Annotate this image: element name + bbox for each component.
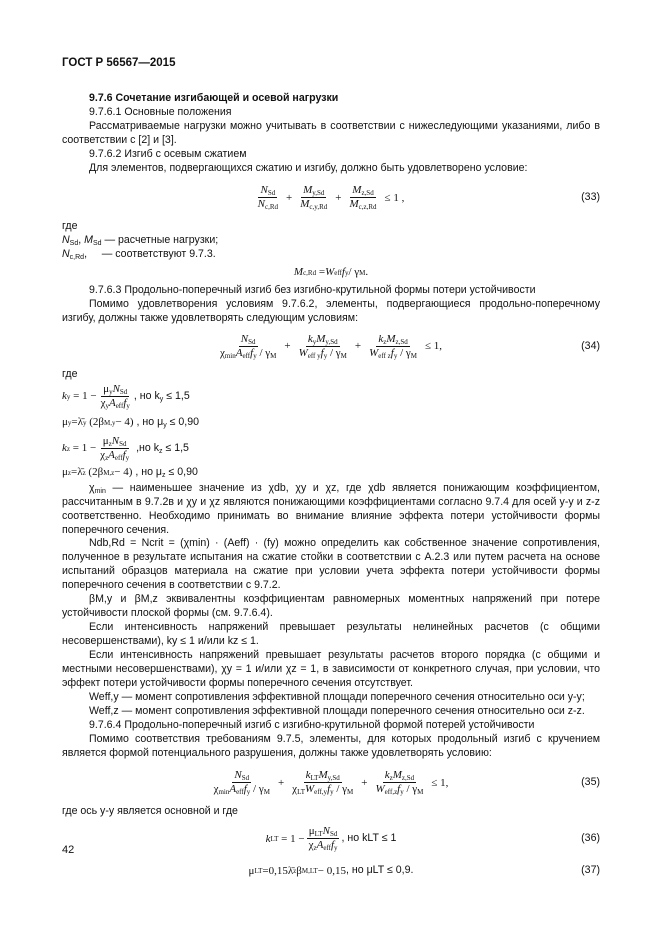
- definition-nsd: $N_{Sd}$, $M_{Sd}$ — расчетные нагрузки;: [62, 233, 219, 247]
- paragraph-nonlinear: Если интенсивность напряжений превышает результаты нелинейных расчетов (с общими несовершенствами), ky ≤ 1 и/или kz ≤ 1.: [62, 621, 600, 648]
- equation-mu-y: μ y =λ̄ y (2β M,y − 4) , но $\mu_y \le 0,90$: [62, 415, 200, 429]
- subsection-9-7-6-3: 9.7.6.3 Продольно-поперечный изгиб без изгибно-крутильной формы потери устойчивости: [89, 283, 536, 296]
- equation-mu-z: μ z =λ̄ z (2β M,z − 4) , но $\mu_z \le 0,90$: [62, 465, 198, 479]
- paragraph-torsion: Помимо соответствия требованиям 9.7.5, элементы, для которых продольный изгиб с кручением является формой потенциального разрушения, должны также удовлетворять условию:: [62, 733, 600, 759]
- equation-number-37: (37): [581, 863, 600, 876]
- paragraph-conditions-9-7-6-3: Помимо удовлетворения условиям 9.7.6.2, элементы, подвергающиеся продольно-поперечному изгибу, должны также удовлетворять следующим условиям:: [62, 297, 600, 324]
- definition-ncrd: $N_{c,Rd}$, — соответствуют 9.7.3.: [62, 247, 216, 261]
- definition-ndb: Ndb,Rd = Ncrit = (χmin) · (Aeff) · (fy) можно определить как собственное значение сопротивления, полученное в результате испытания на сжатие стойки в соответствии с А.2.3 или путем расчета на основе испытаний образцов материала на сжатие при условии учета эффекта потери устойчивости формы поперечного сечения в соответствии с 9.7.2.: [62, 537, 600, 592]
- equation-34: $\frac{N_{Sd}}{\chi_{min}A_{eff}f_y / \gamma_M}$ + $\frac{k_yM_{y,Sd}}{W_{eff y}f_y / \gamma_M}$ + $\frac{k_zM_{z,Sd}}{W_{eff z}f_y / \gamma_M}$ ≤ 1, (34): [219, 332, 600, 361]
- equation-37: μ LT =0,15λ̄ z β M,LT − 0,15 , но μLT ≤ 0,9. (37): [248, 863, 600, 877]
- equation-35: $\frac{N_{Sd}}{\chi_{min}A_{eff}f_y / \gamma_M}$ + $\frac{k_{LT}M_{y,Sd}}{\chi_{LT}W_{eff,y}f_y / \gamma_M}$ + $\frac{k_zM_{z,Sd}}{W_{eff,z}f_y / \gamma_M}$ ≤ 1, (35): [213, 769, 600, 797]
- subsection-9-7-6-4: 9.7.6.4 Продольно-поперечный изгиб с изгибно-крутильной формой потерей устойчивости: [89, 719, 535, 732]
- equation-kz: k z = 1 − $\frac{\mu_zN_{Sd}}{\chi_zA_{eff}f_y}$ ,но $k_z \le 1,5$: [62, 434, 189, 463]
- definition-chimin: $\chi_{min}$ — наименьшее значение из χdb, χy и χz, где χdb является понижающим коэффициентом, рассчитанным в 9.7.2в и χy и χz являются понижающими коэффициентами согласно 9.7.4 для осей y-y и z-z соответственно. Необходимо принимать во внимание влияние эффекта потери устойчивости формы поперечного сечения.: [62, 481, 600, 536]
- equation-number-35: (35): [581, 775, 600, 788]
- paragraph-axis: где ось y-y является основной и где: [62, 804, 238, 817]
- paragraph-condition: Для элементов, подвергающихся сжатию и изгибу, должно быть удовлетворено условие:: [89, 161, 528, 174]
- subsection-9-7-6-1: 9.7.6.1 Основные положения: [89, 105, 232, 118]
- equation-ky: k y = 1 − $\frac{\mu_yN_{Sd}}{\chi_yA_{eff}f_y}$ , но $k_y \le 1,5$: [62, 382, 190, 411]
- equation-33: $\frac{N_{Sd}}{N_{c,Rd}}$ + $\frac{M_{y,Sd}}{M_{c,y,Rd}}$ + $\frac{M_{z,Sd}}{M_{c,z,Rd}}$ ≤ 1 , (33): [257, 184, 600, 212]
- paragraph-loads: Рассматриваемые нагрузки можно учитывать в соответствии с нижеследующими указаниями, либо в соответствии с [2] и [3].: [62, 119, 600, 146]
- equation-number-33: (33): [581, 190, 600, 203]
- klt-note: , но kLT ≤ 1: [341, 831, 397, 844]
- equation-number-34: (34): [581, 339, 600, 352]
- definition-weff-z: Weff,z — момент сопротивления эффективной площади поперечного сечения относительно оси z-z.: [89, 705, 585, 718]
- page-number: 42: [62, 844, 75, 856]
- subsection-9-7-6-2: 9.7.6.2 Изгиб с осевым сжатием: [89, 147, 247, 160]
- document-header: ГОСТ Р 56567—2015: [62, 57, 176, 69]
- equation-36: k LT = 1 − $\frac{\mu_{LT}N_{Sd}}{\chi_zA_{eff}f_y}$ , но kLT ≤ 1 (36): [265, 825, 600, 853]
- where-label: где: [62, 219, 78, 232]
- mult-note: , но μLT ≤ 0,9.: [346, 863, 414, 876]
- page-content: [62, 92, 600, 883]
- paragraph-second-order: Если интенсивность напряжений превышает результаты расчетов второго порядка (с общими и местными несовершенствами), χy = 1 и/или χz = 1, в зависимости от конкретного случая, при условии, что эффект потери устойчивости формы поперечного сечения отсутствует.: [62, 649, 600, 690]
- equation-mcrd: M c,Rd = W eff f y / γ M .: [293, 266, 369, 279]
- definition-weff-y: Weff,y — момент сопротивления эффективной площади поперечного сечения относительно оси y-y;: [89, 691, 585, 704]
- equation-number-36: (36): [581, 831, 600, 844]
- section-title-9-7-6: 9.7.6 Сочетание изгибающей и осевой нагрузки: [89, 92, 339, 104]
- where-label-2: где: [62, 367, 78, 380]
- definition-beta: βM,y и βM,z эквивалентны коэффициентам равномерных моментных напряжений при потере устойчивости плоской формы (см. 9.7.6.4).: [62, 593, 600, 620]
